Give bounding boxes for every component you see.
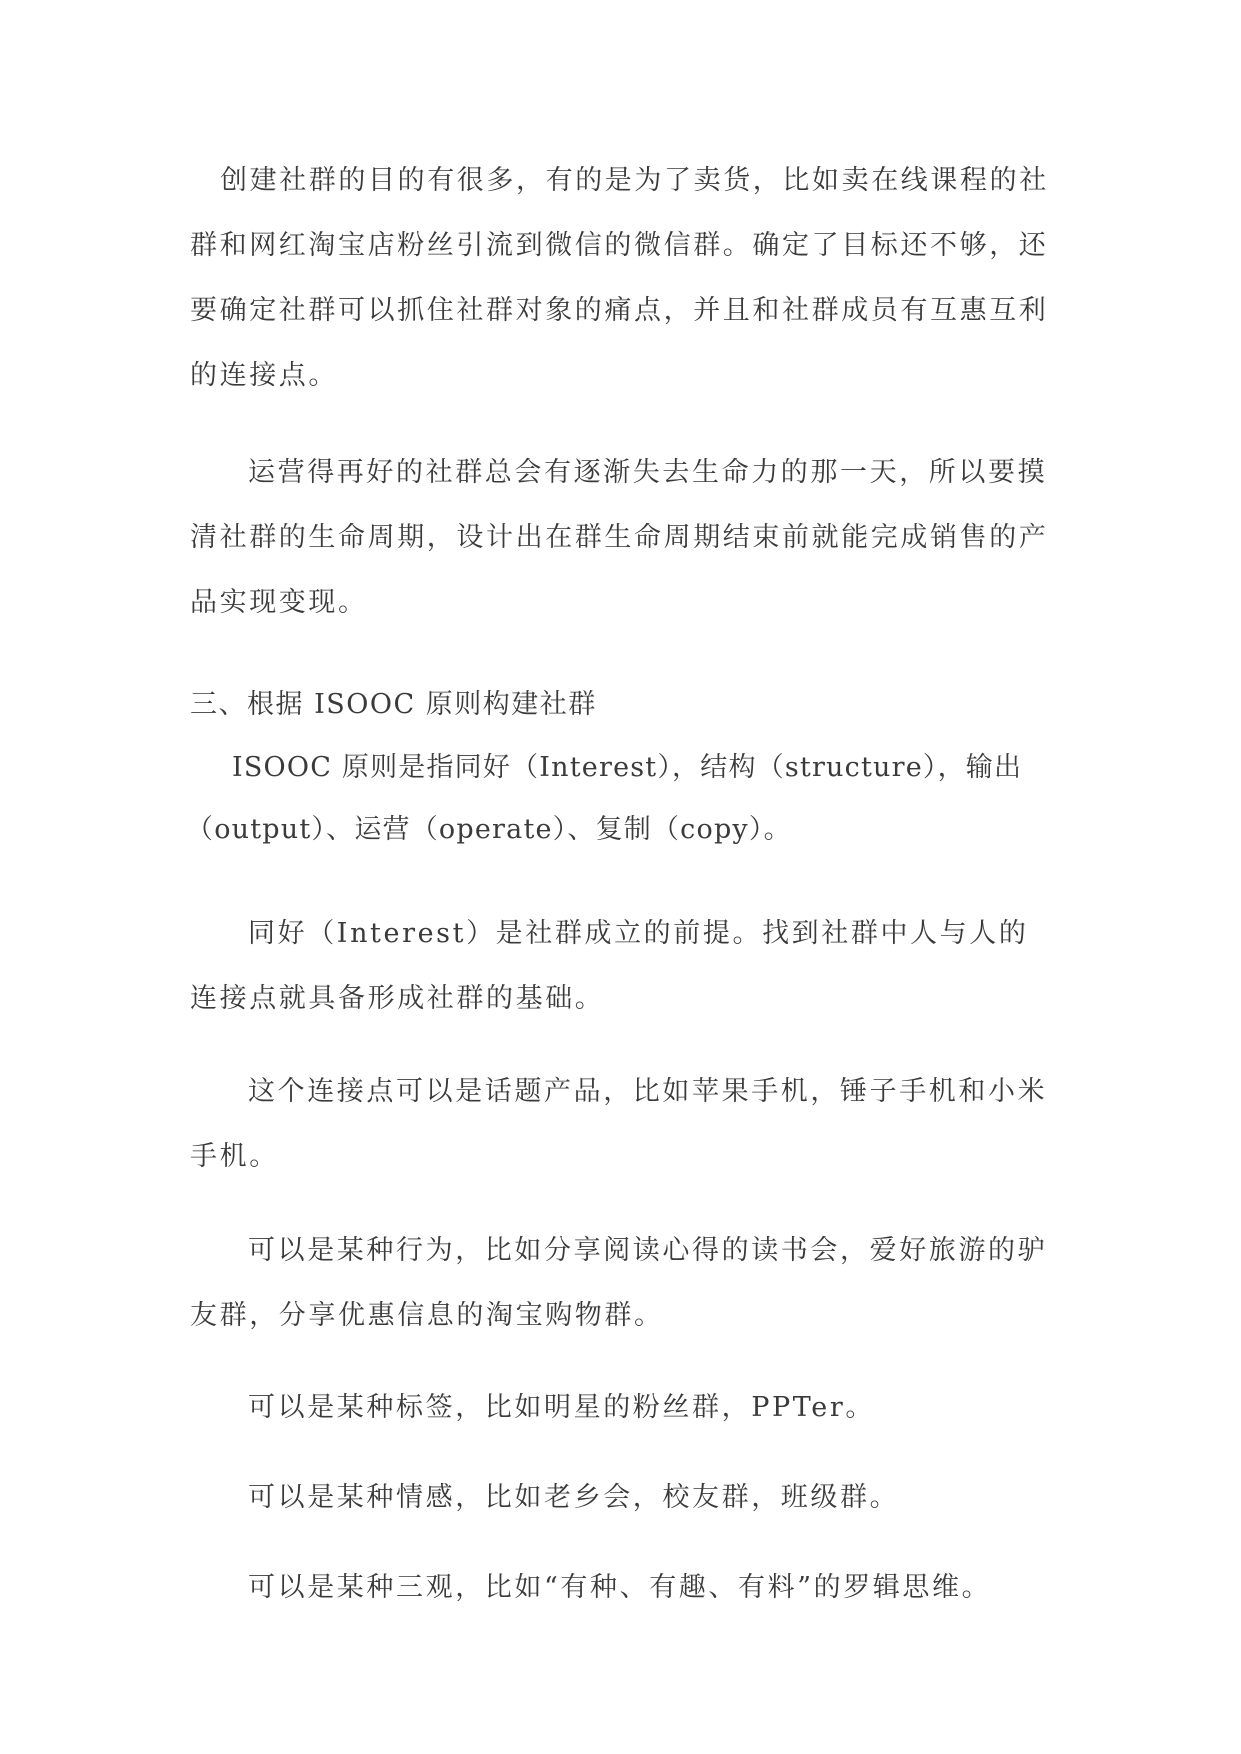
paragraph-topic-product: 这个连接点可以是话题产品，比如苹果手机，锤子手机和小米手机。 — [190, 1076, 1048, 1172]
paragraph-emotion: 可以是某种情感，比如老乡会，校友群，班级群。 — [248, 1482, 900, 1513]
section-heading: 三、根据 ISOOC 原则构建社群 — [190, 689, 597, 720]
paragraph-purpose: 创建社群的目的有很多，有的是为了卖货，比如卖在线课程的社群和网红淘宝店粉丝引流到微信的微信群。确定了目标还不够，还要确定社群可以抓住社群对象的痛点，并且和社群成员有互惠互利的连接点。 — [190, 165, 1049, 391]
definition-line-1: ISOOC 原则是指同好（Interest），结构（structure），输出 — [232, 752, 1023, 783]
paragraph-lifecycle: 运营得再好的社群总会有逐渐失去生命力的那一天，所以要摸清社群的生命周期，设计出在群生命周期结束前就能完成销售的产品实现变现。 — [190, 457, 1049, 618]
paragraph-behavior: 可以是某种行为，比如分享阅读心得的读书会，爱好旅游的驴友群，分享优惠信息的淘宝购物群。 — [190, 1235, 1048, 1331]
definition-line-2: （output）、运营（operate）、复制（copy）。 — [186, 814, 792, 845]
paragraph-interest: 同好（Interest）是社群成立的前提。找到社群中人与人的连接点就具备形成社群的基础。 — [190, 918, 1029, 1014]
paragraph-values: 可以是某种三观，比如“有种、有趣、有料”的罗辑思维。 — [248, 1572, 992, 1603]
paragraph-tag: 可以是某种标签，比如明星的粉丝群，PPTer。 — [248, 1392, 875, 1423]
